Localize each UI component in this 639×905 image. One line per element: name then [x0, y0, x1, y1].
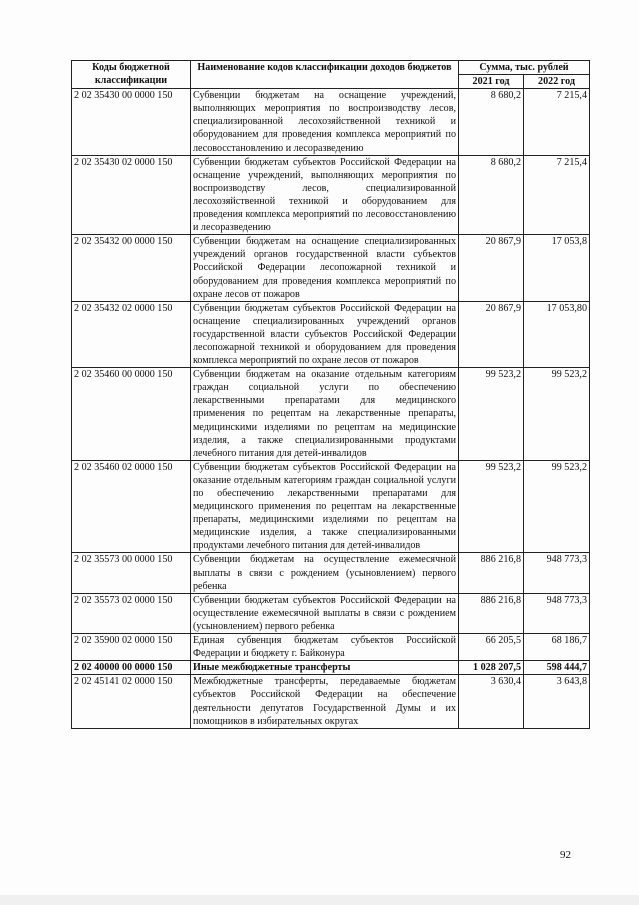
amount-2021-cell: 20 867,9	[459, 235, 524, 301]
header-sum-column: Сумма, тыс. рублей	[459, 61, 590, 75]
table-row	[72, 301, 590, 367]
amount-2021-cell: 99 523,2	[459, 460, 524, 553]
amount-2021-cell: 99 523,2	[459, 368, 524, 461]
table-row	[72, 593, 590, 633]
table-row	[72, 235, 590, 301]
table-row	[72, 553, 590, 593]
table-row	[72, 368, 590, 461]
amount-2022-cell: 948 773,3	[524, 553, 590, 593]
classification-code-cell: 2 02 35432 02 0000 150	[72, 301, 191, 367]
header-year-2022: 2022 год	[524, 75, 590, 89]
classification-name-cell: Межбюджетные трансферты, передаваемые бюджетам субъектов Российской Федерации на обеспечение деятельности депутатов Государственной Думы и их помощников в избирательных округах	[191, 675, 459, 728]
amount-2021-cell: 8 680,2	[459, 89, 524, 155]
table-row	[72, 634, 590, 661]
classification-name-cell: Субвенции бюджетам субъектов Российской Федерации на оснащение учреждений, выполняющих мероприятия по воспроизводству лесов, специализированной лесохозяйственной техникой и оборудованием для проведения комплекса мероприятий по лесовосстановлению и лесоразведению	[191, 155, 459, 235]
classification-code-cell: 2 02 45141 02 0000 150	[72, 675, 191, 728]
classification-code-cell: 2 02 35430 00 0000 150	[72, 89, 191, 155]
budget-revenue-table	[71, 60, 590, 729]
header-year-2021: 2021 год	[459, 75, 524, 89]
page-number: 92	[560, 849, 571, 861]
classification-name-cell: Субвенции бюджетам на осуществление ежемесячной выплаты в связи с рождением (усыновлением) первого ребенка	[191, 553, 459, 593]
amount-2022-cell: 17 053,80	[524, 301, 590, 367]
classification-name-cell: Субвенции бюджетам субъектов Российской Федерации на оказание отдельным категориям граждан социальной услуги по обеспечению лекарственными препаратами для медицинского применения по рецептам на лекарственные препараты, медицинскими изделиями по рецептам на медицинские изделия, а также специализированными продуктами лечебного питания для детей-инвалидов	[191, 460, 459, 553]
classification-name-cell: Субвенции бюджетам субъектов Российской Федерации на осуществление ежемесячной выплаты в связи с рождением (усыновлением) первого ребенка	[191, 593, 459, 633]
amount-2022-cell: 598 444,7	[524, 661, 590, 675]
amount-2022-cell: 7 215,4	[524, 155, 590, 235]
classification-code-cell: 2 02 35432 00 0000 150	[72, 235, 191, 301]
classification-name-cell: Субвенции бюджетам субъектов Российской Федерации на оснащение специализированных учреждений органов государственной власти субъектов Российской Федерации лесопожарной техникой и оборудованием для проведения комплекса мероприятий по охране лесов от пожаров	[191, 301, 459, 367]
classification-code-cell: 2 02 35430 02 0000 150	[72, 155, 191, 235]
amount-2021-cell: 66 205,5	[459, 634, 524, 661]
amount-2021-cell: 8 680,2	[459, 155, 524, 235]
amount-2022-cell: 3 643,8	[524, 675, 590, 728]
amount-2022-cell: 68 186,7	[524, 634, 590, 661]
classification-name-cell: Единая субвенция бюджетам субъектов Российской Федерации и бюджету г. Байконура	[191, 634, 459, 661]
classification-code-cell: 2 02 40000 00 0000 150	[72, 661, 191, 675]
classification-code-cell: 2 02 35573 00 0000 150	[72, 553, 191, 593]
classification-name-cell: Субвенции бюджетам на оказание отдельным категориям граждан социальной услуги по обеспечению лекарственными препаратами для медицинского применения по рецептам на лекарственные препараты, медицинскими изделиями по рецептам на медицинские изделия, а также специализированными продуктами лечебного питания для детей-инвалидов	[191, 368, 459, 461]
classification-name-cell: Субвенции бюджетам на оснащение специализированных учреждений органов государственной власти субъектов Российской Федерации лесопожарной техникой и оборудованием для проведения комплекса мероприятий по охране лесов от пожаров	[191, 235, 459, 301]
table-row	[72, 675, 590, 728]
amount-2021-cell: 886 216,8	[459, 593, 524, 633]
amount-2022-cell: 7 215,4	[524, 89, 590, 155]
amount-2022-cell: 948 773,3	[524, 593, 590, 633]
classification-code-cell: 2 02 35573 02 0000 150	[72, 593, 191, 633]
classification-code-cell: 2 02 35460 00 0000 150	[72, 368, 191, 461]
scan-bottom-edge	[0, 895, 639, 905]
amount-2022-cell: 99 523,2	[524, 460, 590, 553]
table-row	[72, 460, 590, 553]
classification-code-cell: 2 02 35900 02 0000 150	[72, 634, 191, 661]
header-name-column: Наименование кодов классификации доходов бюджетов	[191, 61, 459, 89]
classification-code-cell: 2 02 35460 02 0000 150	[72, 460, 191, 553]
amount-2022-cell: 99 523,2	[524, 368, 590, 461]
amount-2022-cell: 17 053,8	[524, 235, 590, 301]
classification-name-cell: Иные межбюджетные трансферты	[191, 661, 459, 675]
classification-name-cell: Субвенции бюджетам на оснащение учреждений, выполняющих мероприятия по воспроизводству лесов, специализированной лесохозяйственной техникой и оборудованием для проведения комплекса мероприятий по лесовосстановлению и лесоразведению	[191, 89, 459, 155]
table-row	[72, 661, 590, 675]
table-body	[72, 89, 590, 729]
amount-2021-cell: 3 630,4	[459, 675, 524, 728]
amount-2021-cell: 886 216,8	[459, 553, 524, 593]
table-row	[72, 155, 590, 235]
amount-2021-cell: 20 867,9	[459, 301, 524, 367]
header-code-column: Коды бюджетной классификации	[72, 61, 191, 89]
table-row	[72, 89, 590, 155]
amount-2021-cell: 1 028 207,5	[459, 661, 524, 675]
